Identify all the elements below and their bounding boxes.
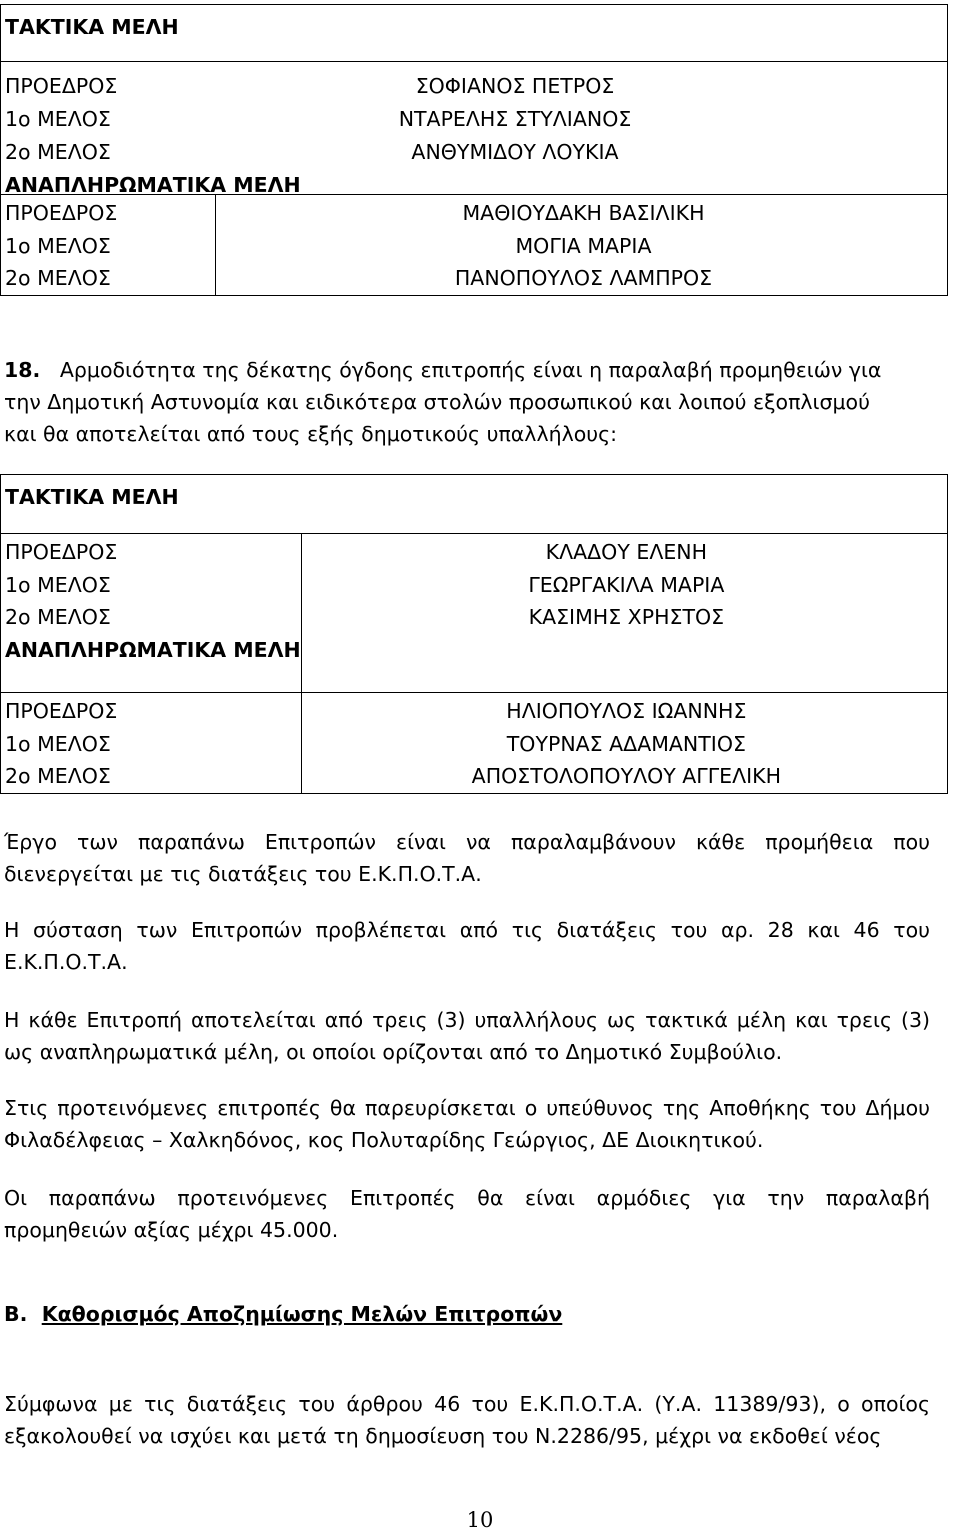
alternate-roles: ΠΡΟΕΔΡΟΣ 1ο ΜΕΛΟΣ 2ο ΜΕΛΟΣ <box>1 195 216 296</box>
regular-roles: ΠΡΟΕΔΡΟΣ 1ο ΜΕΛΟΣ 2ο ΜΕΛΟΣ ΑΝΑΠΛΗΡΩΜΑΤΙΚΑ ΜΕΛΗ <box>1 534 302 693</box>
item18-line-3: και θα αποτελείται από τους εξής δημοτικούς υπαλλήλους: <box>4 422 618 446</box>
regular-names: ΚΛΑΔΟΥ ΕΛΕΝΗ ΓΕΩΡΓΑΚΙΛΑ ΜΑΡΙΑ ΚΑΣΙΜΗΣ ΧΡΗΣΤΟΣ <box>301 534 947 693</box>
regular-names: ΣΟΦΙΑΝΟΣ ΠΕΤΡΟΣ ΝΤΑΡΕΛΗΣ ΣΤΥΛΙΑΝΟΣ ΑΝΘΥΜΙΔΟΥ ΛΟΥΚΙΑ <box>398 74 632 164</box>
paragraph-5-line-2: προμηθειών αξίας μέχρι 45.000. <box>4 1218 339 1242</box>
alternates-heading: ΑΝΑΠΛΗΡΩΜΑΤΙΚΑ ΜΕΛΗ <box>5 637 301 662</box>
paragraph-1-line-2: διενεργείται με τις διατάξεις του Ε.Κ.Π.Ο.Τ.Α. <box>4 862 482 886</box>
closing-line-2: εξακολουθεί να ισχύει και μετά τη δημοσίευση του Ν.2286/95, μέχρι να εκδοθεί νέος <box>4 1424 882 1448</box>
paragraph-3-line-1: Η κάθε Επιτροπή αποτελείται από τρεις (3) υπαλλήλους ως τακτικά μέλη και τρεις (3) <box>4 1008 930 1032</box>
alternate-names: ΗΛΙΟΠΟΥΛΟΣ ΙΩΑΝΝΗΣ ΤΟΥΡΝΑΣ ΑΔΑΜΑΝΤΙΟΣ ΑΠΟΣΤΟΛΟΠΟΥΛΟΥ ΑΓΓΕΛΙΚΗ <box>301 693 947 794</box>
committee-table-1 <box>0 4 948 296</box>
paragraph-3-line-2: ως αναπληρωματικά μέλη, οι οποίοι ορίζονται από το Δημοτικό Συμβούλιο. <box>4 1040 783 1064</box>
paragraph-2-line-2: Ε.Κ.Π.Ο.Τ.Α. <box>4 950 128 974</box>
item18-line-2: την Δημοτική Αστυνομία και ειδικότερα στολών προσωπικού και λοιπού εξοπλισμού <box>4 390 870 414</box>
alternates-heading: ΑΝΑΠΛΗΡΩΜΑΤΙΚΑ ΜΕΛΗ <box>5 173 301 197</box>
alternate-names: ΜΑΘΙΟΥΔΑΚΗ ΒΑΣΙΛΙΚΗ ΜΟΓΙΑ ΜΑΡΙΑ ΠΑΝΟΠΟΥΛΟΣ ΛΑΜΠΡΟΣ <box>216 195 948 296</box>
section-b-title: Καθορισμός Αποζημίωσης Μελών Επιτροπών <box>41 1302 563 1326</box>
section-b-heading <box>4 1298 562 1330</box>
paragraph-5-line-1: Οι παραπάνω προτεινόμενες Επιτροπές θα είναι αρμόδιες για την παραλαβή <box>4 1186 930 1210</box>
table-title: ΤΑΚΤΙΚΑ ΜΕΛΗ <box>1 5 948 62</box>
paragraph-4-line-2: Φιλαδέλφειας – Χαλκηδόνος, κος Πολυταρίδης Γεώργιος, ΔΕ Διοικητικού. <box>4 1128 764 1152</box>
alternate-roles: ΠΡΟΕΔΡΟΣ 1ο ΜΕΛΟΣ 2ο ΜΕΛΟΣ <box>1 693 302 794</box>
committee-table-2 <box>0 474 948 794</box>
paragraph-4-line-1: Στις προτεινόμενες επιτροπές θα παρευρίσκεται ο υπεύθυνος της Αποθήκης του Δήμου <box>4 1096 930 1120</box>
table-title: ΤΑΚΤΙΚΑ ΜΕΛΗ <box>1 475 948 534</box>
item18-line-1: 18. Αρμοδιότητα της δέκατης όγδοης επιτροπής είναι η παραλαβή προμηθειών για <box>4 358 882 382</box>
paragraph-2-line-1: Η σύσταση των Επιτροπών προβλέπεται από τις διατάξεις του αρ. 28 και 46 του <box>4 918 930 942</box>
paragraph-1-line-1: Έργο των παραπάνω Επιτροπών είναι να παραλαμβάνουν κάθε προμήθεια που <box>4 830 930 854</box>
section-b-label: Β. <box>4 1302 28 1326</box>
page-number: 10 <box>466 1508 494 1532</box>
closing-line-1: Σύμφωνα με τις διατάξεις του άρθρου 46 του Ε.Κ.Π.Ο.Τ.Α. (Υ.Α. 11389/93), ο οποίος <box>4 1392 930 1416</box>
regular-roles: ΠΡΟΕΔΡΟΣ 1ο ΜΕΛΟΣ 2ο ΜΕΛΟΣ ΑΝΑΠΛΗΡΩΜΑΤΙΚΑ ΜΕΛΗ <box>5 70 301 202</box>
